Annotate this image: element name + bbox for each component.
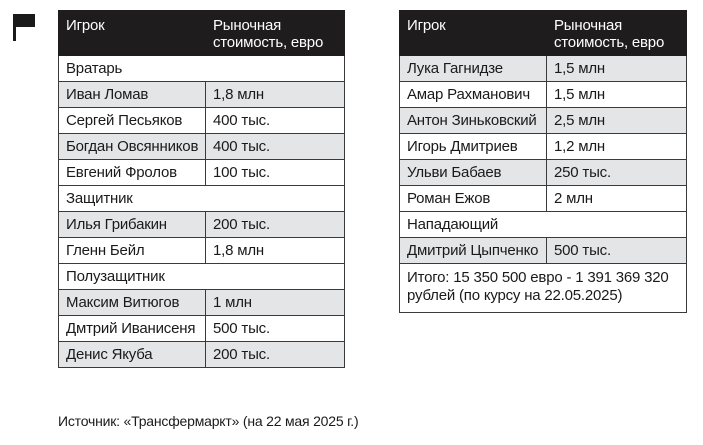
market-value: 100 тыс.: [206, 160, 345, 186]
total-row: [400, 264, 687, 313]
player-name: Дмитрий Цыпченко: [400, 238, 547, 264]
player-row: [400, 82, 687, 108]
market-value: 200 тыс.: [206, 212, 345, 238]
market-value: 2,5 млн: [547, 108, 687, 134]
player-name: Амар Рахманович: [400, 82, 547, 108]
player-row: [59, 82, 345, 108]
player-name: Дмтрий Иванисеня: [59, 316, 206, 342]
market-value: 1,2 млн: [547, 134, 687, 160]
player-row: [400, 134, 687, 160]
section-row: [59, 264, 345, 290]
player-row: [400, 186, 687, 212]
player-name: Иван Ломав: [59, 82, 206, 108]
market-value-table-left: [58, 10, 345, 368]
player-row: [59, 134, 345, 160]
player-row: [59, 238, 345, 264]
section-row: [59, 56, 345, 82]
section-row: [400, 212, 687, 238]
player-name: Илья Грибакин: [59, 212, 206, 238]
value-column-header: Рыночная стоимость, евро: [547, 11, 687, 56]
position-section-label: Полузащитник: [59, 264, 345, 290]
market-value: 500 тыс.: [206, 316, 345, 342]
player-row: [400, 160, 687, 186]
player-name: Богдан Овсянников: [59, 134, 206, 160]
position-section-label: Вратарь: [59, 56, 345, 82]
market-value: 500 тыс.: [547, 238, 687, 264]
player-row: [59, 108, 345, 134]
market-value: 1,5 млн: [547, 56, 687, 82]
table-header-row: [59, 11, 345, 56]
market-value: 1,5 млн: [547, 82, 687, 108]
flag-icon: [11, 12, 37, 42]
market-value: 1,8 млн: [206, 238, 345, 264]
market-value: 200 тыс.: [206, 342, 345, 368]
market-value: 250 тыс.: [547, 160, 687, 186]
player-name: Максим Витюгов: [59, 290, 206, 316]
position-section-label: Нападающий: [400, 212, 687, 238]
player-column-header: Игрок: [400, 11, 547, 56]
player-name: Антон Зиньковский: [400, 108, 547, 134]
player-name: Игорь Дмитриев: [400, 134, 547, 160]
player-row: [59, 316, 345, 342]
market-value: 2 млн: [547, 186, 687, 212]
player-row: [400, 108, 687, 134]
player-row: [400, 56, 687, 82]
market-value-table-right: [399, 10, 687, 313]
player-row: [400, 238, 687, 264]
table-header-row: [400, 11, 687, 56]
market-value: 1,8 млн: [206, 82, 345, 108]
market-value: 1 млн: [206, 290, 345, 316]
player-name: Гленн Бейл: [59, 238, 206, 264]
player-row: [59, 290, 345, 316]
player-name: Денис Якуба: [59, 342, 206, 368]
value-column-header: Рыночная стоимость, евро: [206, 11, 345, 56]
player-name: Евгений Фролов: [59, 160, 206, 186]
source-note: Источник: «Трансфермаркт» (на 22 мая 2025 г.): [58, 413, 359, 429]
total-text: Итого: 15 350 500 евро - 1 391 369 320 рублей (по курсу на 22.05.2025): [400, 264, 687, 313]
section-row: [59, 186, 345, 212]
player-row: [59, 212, 345, 238]
player-name: Сергей Песьяков: [59, 108, 206, 134]
player-row: [59, 160, 345, 186]
market-value: 400 тыс.: [206, 134, 345, 160]
player-name: Ульви Бабаев: [400, 160, 547, 186]
player-name: Лука Гагнидзе: [400, 56, 547, 82]
market-value: 400 тыс.: [206, 108, 345, 134]
player-row: [59, 342, 345, 368]
player-column-header: Игрок: [59, 11, 206, 56]
player-name: Роман Ежов: [400, 186, 547, 212]
position-section-label: Защитник: [59, 186, 345, 212]
